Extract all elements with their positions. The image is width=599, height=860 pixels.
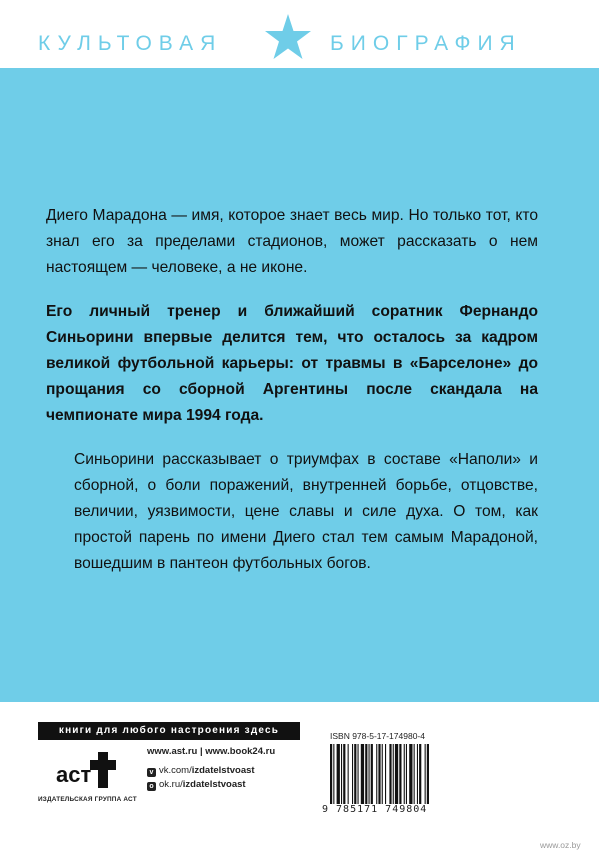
ok-link[interactable]: [147, 779, 246, 791]
series-title-left: КУЛЬТОВАЯ: [38, 32, 223, 55]
ast-logo-icon: [54, 748, 124, 790]
annotation-paragraph-3: Синьорини рассказывает о триумфах в составе «Наполи» и сборной, о боли поражений, внутренней борьбе, отцовстве, величии, уязвимости, цене славы и силе духа. О том, как простой парень по имени Диего стал тем самым Марадоной, вошедшим в пантеон футбольных богов.: [74, 451, 538, 572]
watermark: www.oz.by: [540, 840, 581, 850]
isbn-label: ISBN 978-5-17-174980-4: [330, 731, 425, 741]
ast-logo-text: аст: [56, 762, 92, 787]
vk-prefix: vk.com/: [159, 765, 192, 776]
vk-icon: v: [147, 768, 156, 777]
publisher-websites: www.ast.ru | www.book24.ru: [147, 746, 276, 757]
series-header: [0, 0, 599, 68]
barcode-number: 9 785171 749804: [322, 804, 428, 815]
series-title-right: БИОГРАФИЯ: [330, 32, 522, 55]
vk-link[interactable]: [147, 765, 255, 777]
ok-prefix: ok.ru/: [159, 779, 183, 790]
slogan-banner: книги для любого настроения здесь: [38, 722, 300, 740]
annotation-paragraph-1: Диего Марадона — имя, которое знает весь мир. Но только тот, кто знал его за пределами стадионов, может рассказать о нем настоящем — человеке, а не иконе.: [46, 207, 538, 276]
ok-handle: izdatelstvoast: [182, 779, 246, 790]
annotation-paragraph-2: Его личный тренер и ближайший соратник Фернандо Синьорини впервые делится тем, что осталось за кадром великой футбольной карьеры: от травмы в «Барселоне» до прощания со сборной Аргентины после скандала на чемпионате мира 1994 года.: [46, 303, 538, 424]
ok-icon: o: [147, 782, 156, 791]
barcode-icon: [328, 744, 460, 804]
star-icon: [262, 12, 314, 64]
vk-handle: izdatelstvoast: [191, 765, 255, 776]
publisher-group: ИЗДАТЕЛЬСКАЯ ГРУППА АСТ: [38, 796, 137, 803]
